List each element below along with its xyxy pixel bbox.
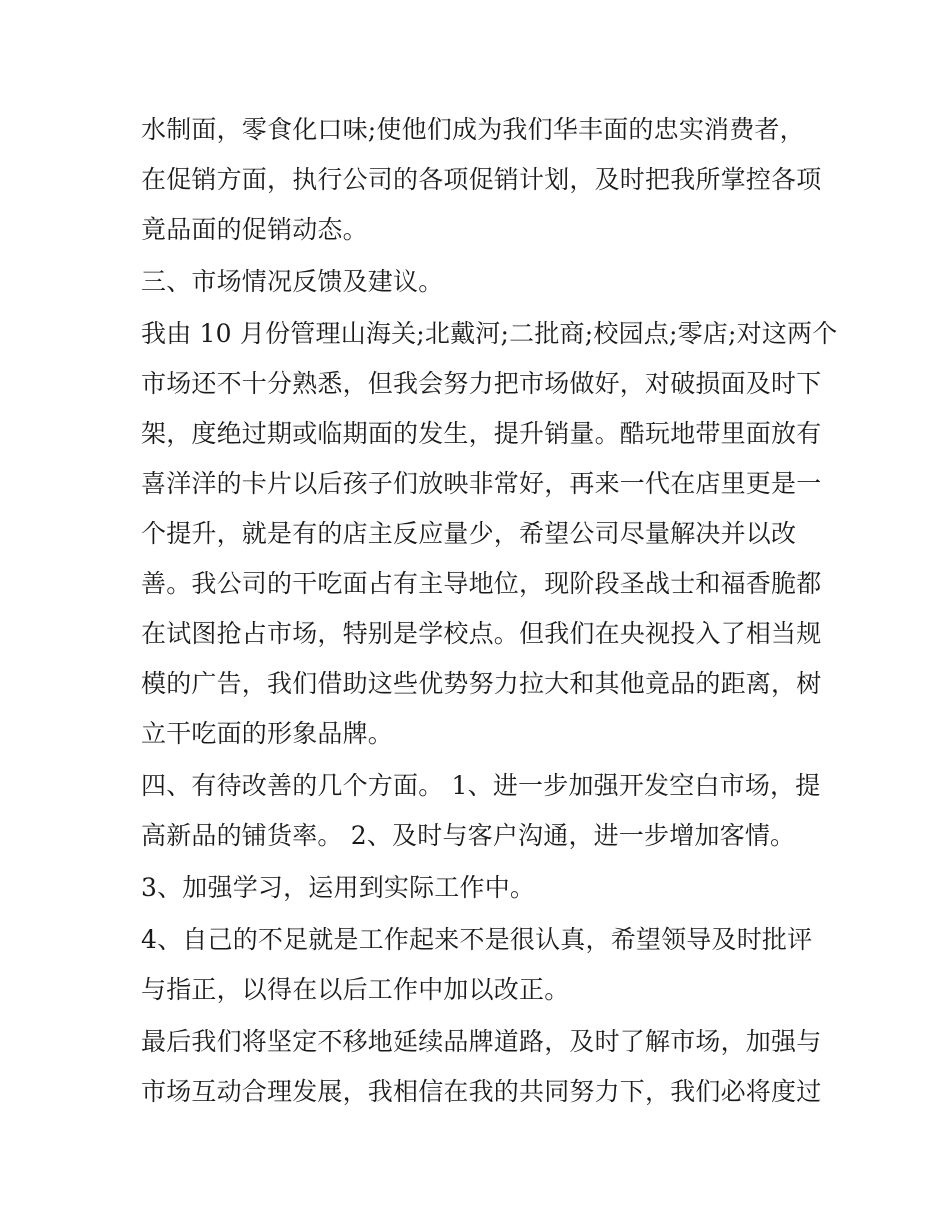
text-line: 架，度绝过期或临期面的发生，提升销量。酷玩地带里面放有 [141, 419, 822, 448]
text-line: 与指正，以得在以后工作中加以改正。 [141, 975, 570, 1004]
text-line: 竟品面的促销动态。 [141, 215, 368, 244]
text-line: 喜洋洋的卡片以后孩子们放映非常好，再来一代在店里更是一 [141, 469, 822, 498]
text-line: 个提升，就是有的店主反应量少，希望公司尽量解决并以改 [141, 519, 797, 548]
text-line: 市场互动合理发展，我相信在我的共同努力下，我们必将度过 [141, 1077, 822, 1106]
text-line: 4、自己的不足就是工作起来不是很认真，希望领导及时批评 [141, 925, 813, 954]
section-heading: 四、有待改善的几个方面。 1、进一步加强开发空白市场，提 [141, 771, 821, 800]
section-heading: 三、市场情况反馈及建议。 [141, 267, 444, 296]
text-line: 立干吃面的形象品牌。 [141, 719, 394, 748]
text-line: 我由 10 月份管理山海关;北戴河;二批商;校园点;零店;对这两个 [141, 319, 838, 348]
text-line: 模的广告，我们借助这些优势努力拉大和其他竟品的距离，树 [141, 669, 822, 698]
text-line: 高新品的铺货率。 2、及时与客户沟通，进一步增加客情。 [141, 821, 796, 850]
text-line: 在试图抢占市场，特别是学校点。但我们在央视投入了相当规 [141, 619, 822, 648]
text-line: 3、加强学习，运用到实际工作中。 [141, 873, 536, 902]
text-line: 市场还不十分熟悉，但我会努力把市场做好，对破损面及时下 [141, 369, 822, 398]
text-line: 水制面，零食化口味;使他们成为我们华丰面的忠实消费者， [141, 115, 805, 144]
text-line: 在促销方面，执行公司的各项促销计划，及时把我所掌控各项 [141, 165, 822, 194]
text-line: 善。我公司的干吃面占有主导地位，现阶段圣战士和福香脆都 [141, 569, 822, 598]
text-line: 最后我们将坚定不移地延续品牌道路，及时了解市场，加强与 [141, 1027, 822, 1056]
